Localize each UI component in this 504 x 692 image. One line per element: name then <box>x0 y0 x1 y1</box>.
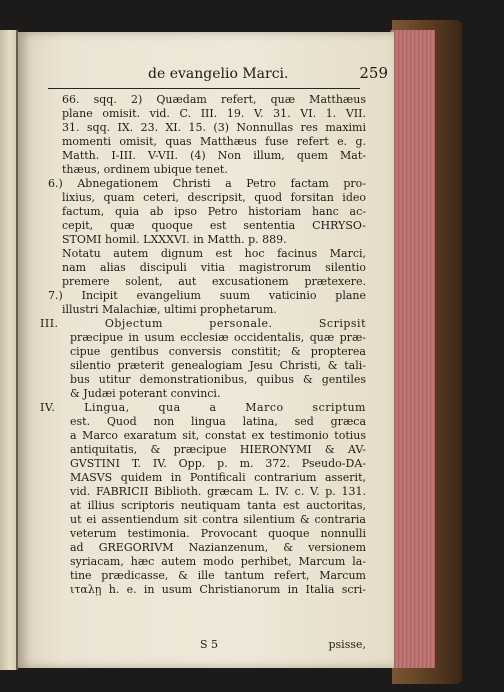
running-title: de evangelio Marci. <box>148 66 289 82</box>
text-line: 7.) Incipit evangelium suum vaticinio plane <box>48 289 366 302</box>
adjacent-page-edge <box>0 30 18 670</box>
text-line: at illius scriptoris neutiquam tanta est auctoritas, <box>70 499 366 512</box>
text-line: 6.) Abnegationem Christi a Petro factam pro- <box>48 177 366 190</box>
text-line: premere solent, aut excusationem prætexere. <box>62 275 366 288</box>
text-line: MASVS quidem in Pontificali contrarium asserit, <box>70 471 366 484</box>
text-line: lixius, quam ceteri, descripsit, quod forsitan ideo <box>62 191 366 204</box>
page-footer <box>40 638 366 654</box>
text-line: IV. Lingua, qua a Marco scriptum <box>40 401 366 414</box>
text-line: ιταλῃ h. e. in usum Christianorum in Italia scri- <box>70 583 366 596</box>
text-line: bus utitur demonstrationibus, quibus & gentiles <box>70 373 366 386</box>
text-line: plane omisit. vid. C. III. 19. V. 31. VI. 1. VII. <box>62 107 366 120</box>
text-line: Notatu autem dignum est hoc facinus Marci, <box>62 247 366 260</box>
text-line: 66. sqq. 2) Quædam refert, quæ Matthæus <box>62 93 366 106</box>
page-fore-edge <box>390 30 435 668</box>
text-line: a Marco exaratum sit, constat ex testimonio totius <box>70 429 366 442</box>
text-line: factum, quia ab ipso Petro historiam hanc ac- <box>62 205 366 218</box>
text-line: cepit, quæ quoque est sententia CHRYSO- <box>62 219 366 232</box>
text-line: Matth. I-III. V-VII. (4) Non illum, quem Mat- <box>62 149 366 162</box>
text-line: præcipue in usum ecclesiæ occidentalis, quæ præ- <box>70 331 366 344</box>
text-line: illustri Malachiæ, ultimi prophetarum. <box>62 303 277 316</box>
text-line: nam alias discipuli vitia magistrorum silentio <box>62 261 366 274</box>
catchword: psisse, <box>328 638 366 651</box>
text-line: syriacam, hæc autem modo perhibet, Marcum la- <box>70 555 366 568</box>
text-line: cipue gentibus conversis constitit; & propterea <box>70 345 366 358</box>
text-line: III. Objectum personale. Scripsit <box>40 317 366 330</box>
text-line: 31. sqq. IX. 23. XI. 15. (3) Nonnullas res maximi <box>62 121 366 134</box>
text-line: GVSTINI T. IV. Opp. p. m. 372. Pseudo-DA- <box>70 457 366 470</box>
text-line: ut ei assentiendum sit contra silentium & contraria <box>70 513 366 526</box>
text-line: veterum testimonia. Provocant quoque nonnulli <box>70 527 366 540</box>
text-line: momenti omisit, quas Matthæus fuse refert e. g. <box>62 135 366 148</box>
text-line: ad GREGORIVM Nazianzenum, & versionem <box>70 541 366 554</box>
text-line: thæus, ordinem ubique tenet. <box>62 163 228 176</box>
text-line: & Judæi poterant convinci. <box>70 387 221 400</box>
text-line: STOMI homil. LXXXVI. in Matth. p. 889. <box>62 233 287 246</box>
header-rule <box>48 88 360 89</box>
text-line: tine prædicasse, & ille tantum refert, Marcum <box>70 569 366 582</box>
text-line: vid. FABRICII Biblioth. græcam L. IV. c. V. p. 131. <box>70 485 366 498</box>
text-line: antiquitatis, & præcipue HIERONYMI & AV- <box>70 443 366 456</box>
running-header <box>148 64 388 86</box>
signature-mark: S 5 <box>200 638 219 651</box>
book-page <box>18 32 394 668</box>
text-line: est. Quod non lingua latina, sed græca <box>70 415 366 428</box>
text-line: silentio præterit genealogiam Jesu Christi, & tali- <box>70 359 366 372</box>
body-text <box>40 93 366 597</box>
page-number: 259 <box>359 64 388 82</box>
